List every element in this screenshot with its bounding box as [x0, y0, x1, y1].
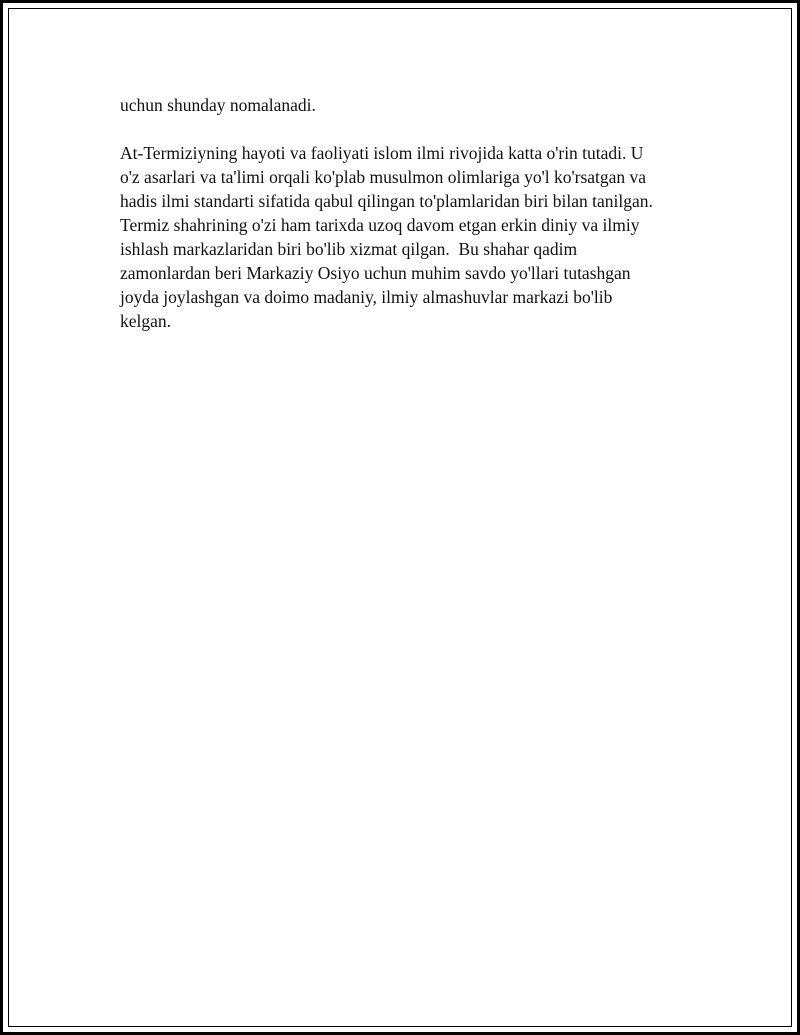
paragraph-line: Termiz shahrining o'zi ham tarixda uzoq davom etgan erkin diniy va ilmiy — [120, 215, 640, 235]
document-body — [120, 93, 690, 333]
continued-text-line: uchun shunday nomalanadi. — [120, 95, 316, 115]
paragraph-line: hadis ilmi standarti sifatida qabul qilingan to'plamlaridan biri bilan tanilgan. — [120, 191, 653, 211]
paragraph-line: joyda joylashgan va doimo madaniy, ilmiy almashuvlar markazi bo'lib — [120, 287, 613, 307]
paragraph — [120, 141, 690, 333]
paragraph-gap — [120, 117, 690, 141]
paragraph-line: kelgan. — [120, 311, 172, 331]
paragraph-line: zamonlardan beri Markaziy Osiyo uchun muhim savdo yo'llari tutashgan — [120, 263, 631, 283]
paragraph-line: At-Termiziyning hayoti va faoliyati islom ilmi rivojida katta o'rin tutadi. U — [120, 143, 644, 163]
paragraph-line: o'z asarlari va ta'limi orqali ko'plab musulmon olimlariga yo'l ko'rsatgan va — [120, 167, 647, 187]
paragraph-line: ishlash markazlaridan biri bo'lib xizmat qilgan. Bu shahar qadim — [120, 239, 578, 259]
